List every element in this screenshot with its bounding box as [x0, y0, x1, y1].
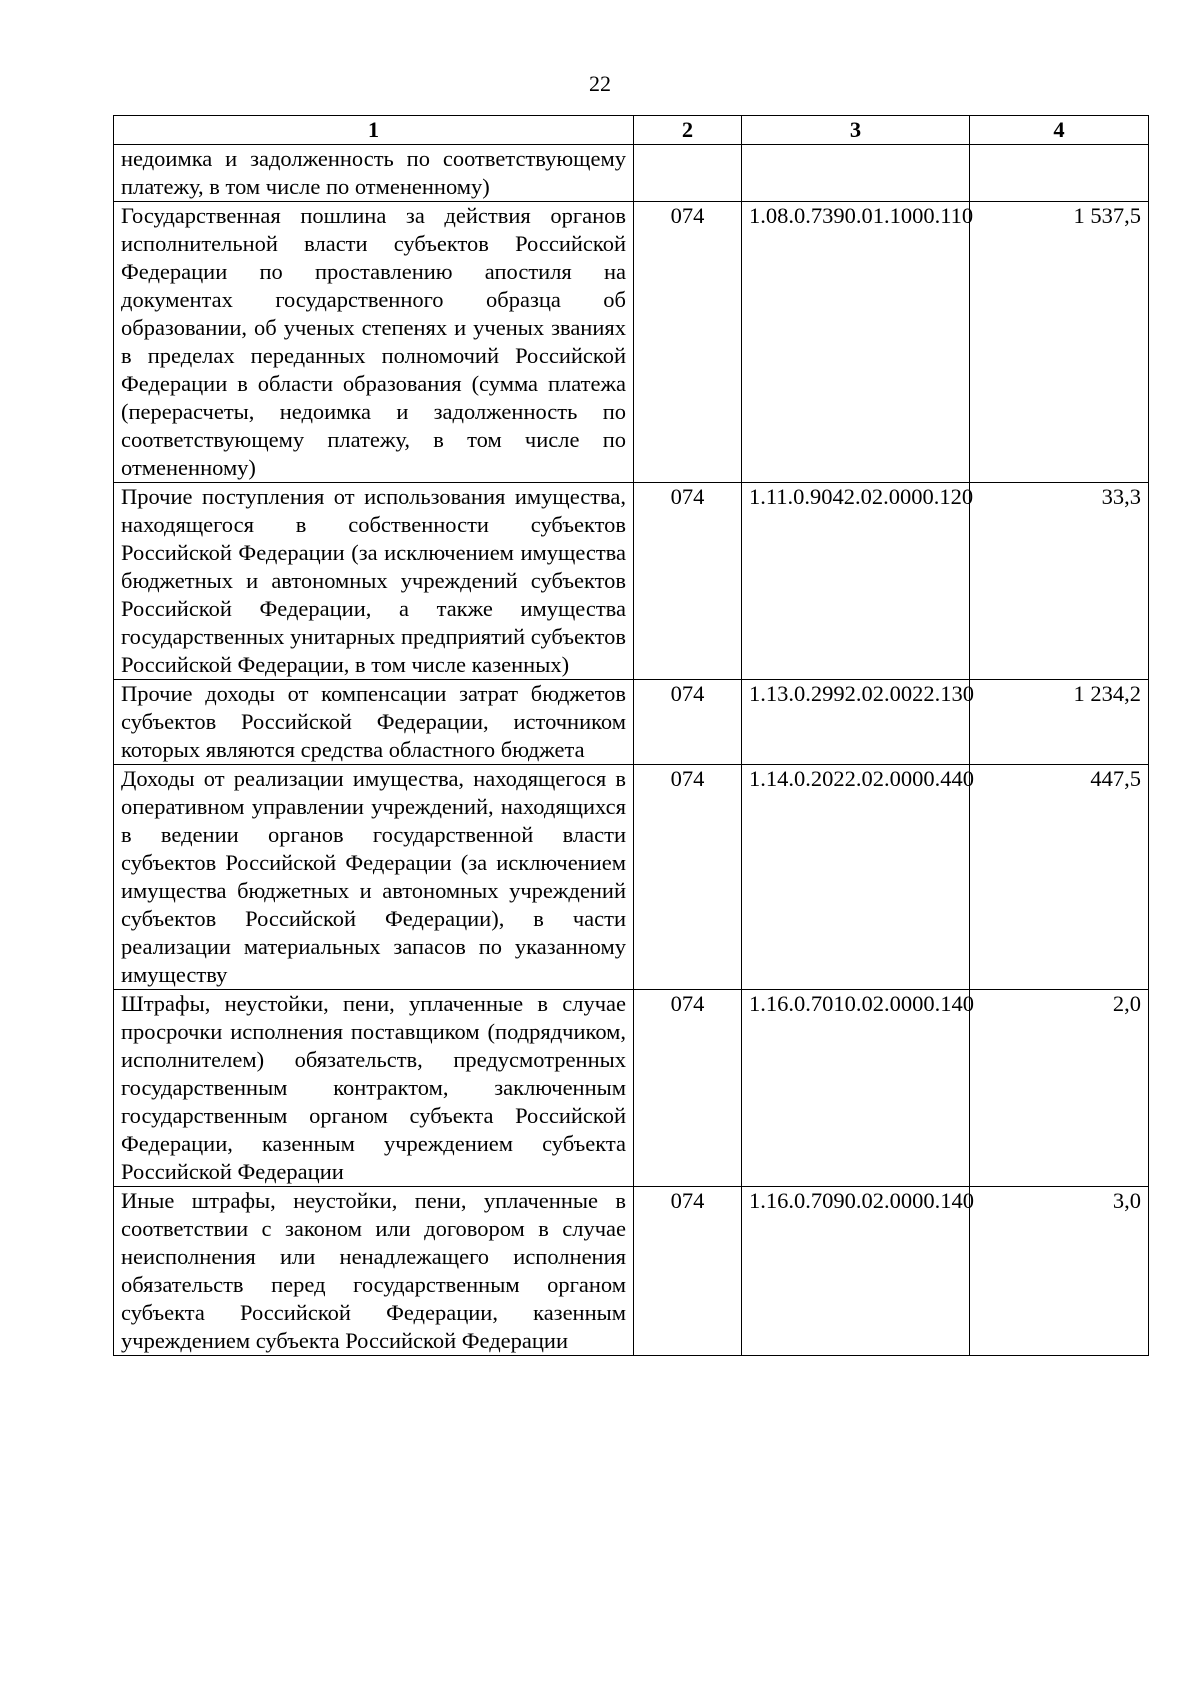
- cell-admin-code: 074: [634, 990, 742, 1187]
- column-header-1: 1: [114, 116, 634, 145]
- cell-admin-code: 074: [634, 680, 742, 765]
- column-header-3: 3: [742, 116, 970, 145]
- cell-admin-code: [634, 145, 742, 202]
- cell-admin-code: 074: [634, 765, 742, 990]
- table-row: [114, 145, 1149, 202]
- cell-budget-code: 1.16.0.7010.02.0000.140: [742, 990, 970, 1187]
- table-row: [114, 765, 1149, 990]
- table-row: [114, 990, 1149, 1187]
- cell-admin-code: 074: [634, 1187, 742, 1356]
- page-number: 22: [589, 71, 611, 96]
- cell-description: Прочие поступления от использования имущества, находящегося в собственности субъектов Российской Федерации (за исключением имущества бюджетных и автономных учреждений субъектов Российской Федерации, а также имущества государственных унитарных предприятий субъектов Российской Федерации, в том числе казенных): [114, 483, 634, 680]
- cell-admin-code: 074: [634, 202, 742, 483]
- cell-budget-code: 1.13.0.2992.02.0022.130: [742, 680, 970, 765]
- cell-admin-code: 074: [634, 483, 742, 680]
- column-header-4: 4: [970, 116, 1149, 145]
- cell-amount: 3,0: [970, 1187, 1149, 1356]
- cell-budget-code: 1.11.0.9042.02.0000.120: [742, 483, 970, 680]
- revenue-table: [113, 115, 1149, 1356]
- table-row: [114, 202, 1149, 483]
- cell-amount: 447,5: [970, 765, 1149, 990]
- cell-description: Государственная пошлина за действия органов исполнительной власти субъектов Российской Федерации по проставлению апостиля на документах государственного образца об образовании, об ученых степенях и ученых званиях в пределах переданных полномочий Российской Федерации в области образования (сумма платежа (перерасчеты, недоимка и задолженность по соответствующему платежу, в том числе по отмененному): [114, 202, 634, 483]
- cell-amount: 1 537,5: [970, 202, 1149, 483]
- cell-description: недоимка и задолженность по соответствующему платежу, в том числе по отмененному): [114, 145, 634, 202]
- cell-budget-code: 1.14.0.2022.02.0000.440: [742, 765, 970, 990]
- table-row: [114, 483, 1149, 680]
- cell-budget-code: [742, 145, 970, 202]
- header-row: [114, 116, 1149, 145]
- cell-description: Иные штрафы, неустойки, пени, уплаченные в соответствии с законом или договором в случае неисполнения или ненадлежащего исполнения обязательств перед государственным органом субъекта Российской Федерации, казенным учреждением субъекта Российской Федерации: [114, 1187, 634, 1356]
- cell-description: Доходы от реализации имущества, находящегося в оперативном управлении учреждений, находящихся в ведении органов государственной власти субъектов Российской Федерации (за исключением имущества бюджетных и автономных учреждений субъектов Российской Федерации), в части реализации материальных запасов по указанному имуществу: [114, 765, 634, 990]
- table-row: [114, 680, 1149, 765]
- cell-amount: [970, 145, 1149, 202]
- cell-description: Штрафы, неустойки, пени, уплаченные в случае просрочки исполнения поставщиком (подрядчиком, исполнителем) обязательств, предусмотренных государственным контрактом, заключенным государственным органом субъекта Российской Федерации, казенным учреждением субъекта Российской Федерации: [114, 990, 634, 1187]
- cell-amount: 33,3: [970, 483, 1149, 680]
- cell-amount: 2,0: [970, 990, 1149, 1187]
- cell-description: Прочие доходы от компенсации затрат бюджетов субъектов Российской Федерации, источником которых являются средства областного бюджета: [114, 680, 634, 765]
- column-header-2: 2: [634, 116, 742, 145]
- table-row: [114, 1187, 1149, 1356]
- cell-budget-code: 1.08.0.7390.01.1000.110: [742, 202, 970, 483]
- cell-budget-code: 1.16.0.7090.02.0000.140: [742, 1187, 970, 1356]
- cell-amount: 1 234,2: [970, 680, 1149, 765]
